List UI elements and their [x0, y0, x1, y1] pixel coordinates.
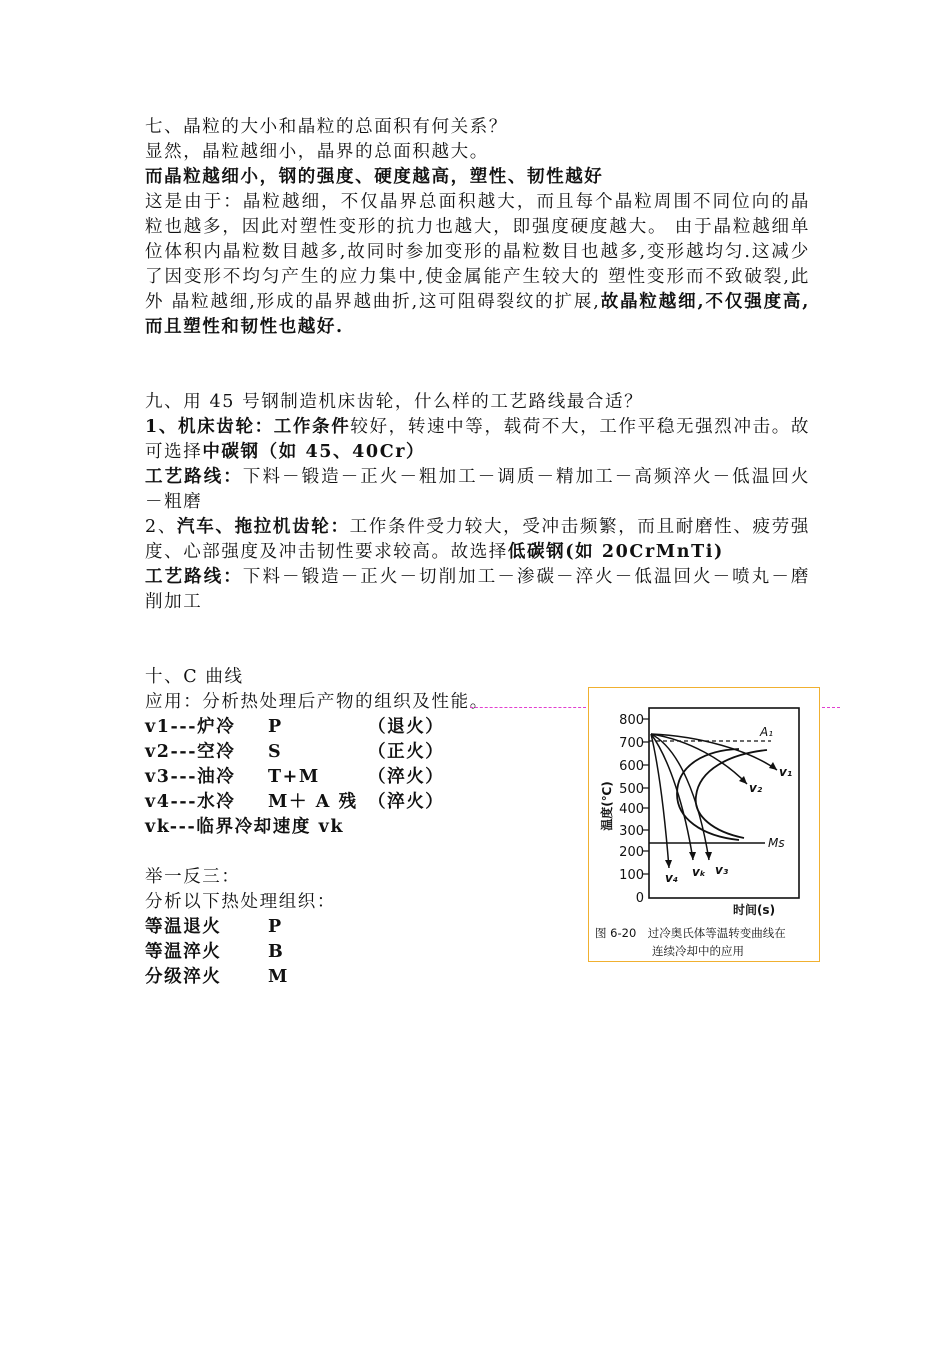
- example-row-1: [145, 915, 283, 940]
- sec7-paragraph: [145, 190, 810, 340]
- curve-arrows: [665, 762, 777, 868]
- cooling-curve-v4: [651, 734, 669, 868]
- ytick-100: 100: [619, 868, 644, 883]
- sec7-line2: 而晶粒越细小，钢的强度、硬度越高，塑性、韧性越好: [145, 167, 604, 187]
- caption-line-1: 图 6-20 过冷奥氏体等温转变曲线在: [595, 926, 786, 940]
- sec9-route2-label: 工艺路线：: [145, 567, 243, 587]
- treatment: （正火）: [368, 742, 445, 762]
- sec9-p1-bold2: 中碳钢（如 45、40Cr）: [202, 442, 426, 462]
- cooling-row-2: [145, 740, 444, 765]
- figure-caption: [595, 924, 786, 960]
- sec10-title: 十、C 曲线: [145, 667, 244, 687]
- sec9-route1-label: 工艺路线：: [145, 467, 243, 487]
- sec9-p2-pre: 2、: [145, 517, 178, 537]
- treatment: （淬火）: [368, 792, 445, 812]
- sec9-p2-bold: 汽车、拖拉机齿轮：: [177, 517, 350, 537]
- arrow-v4: [665, 860, 672, 868]
- ytick-700: 700: [619, 736, 644, 751]
- structure: S: [268, 742, 283, 762]
- sec9-p1-bold: 1、机床齿轮：工作条件: [145, 417, 351, 437]
- structure: P: [268, 717, 283, 737]
- ytick-400: 400: [619, 802, 644, 817]
- y-tick-labels: [619, 713, 644, 906]
- sec9-title: 九、用 45 号钢制造机床齿轮，什么样的工艺路线最合适？: [145, 392, 644, 412]
- example-subtitle: 分析以下热处理组织：: [145, 892, 336, 912]
- sec9-route2: [145, 565, 810, 615]
- x-axis-label: 时间(s): [732, 903, 776, 917]
- sec9-p2: [145, 515, 810, 565]
- ytick-200: 200: [619, 845, 644, 860]
- process: 分级淬火: [145, 967, 222, 987]
- sec7-para-b: 故晶粒越细,不仅强度高,而且塑性和韧性也越好.: [145, 292, 810, 337]
- cooling-row-3: [145, 765, 444, 790]
- critical-cooling-rate: vk---临界冷却速度 vk: [145, 817, 345, 837]
- cooling-curve-v3: [651, 734, 709, 860]
- y-axis-label: 温度(℃): [600, 781, 614, 831]
- sec9-route1: [145, 465, 810, 515]
- sec7-line1: 显然，晶粒越细小，晶界的总面积越大。: [145, 142, 489, 162]
- cooling-row-1: [145, 715, 444, 740]
- treatment: （淬火）: [368, 767, 445, 787]
- structure: B: [268, 942, 285, 962]
- ttt-figure: [588, 687, 820, 962]
- sec9-p2-bold2: 低碳钢(如 20CrMnTi): [507, 542, 724, 562]
- sec9-p1-text: 较好，转速中等，载荷不大，工作平稳无强烈冲击。故可选择: [145, 417, 810, 462]
- cooling-rate: v1---炉冷: [145, 717, 236, 737]
- ytick-800: 800: [619, 713, 644, 728]
- ytick-600: 600: [619, 759, 644, 774]
- dashed-line-right: [822, 707, 840, 708]
- ytick-300: 300: [619, 824, 644, 839]
- dashed-line-left: [470, 707, 586, 708]
- label-v1: v₁: [779, 765, 793, 779]
- process: 等温淬火: [145, 942, 222, 962]
- arrow-vk: [689, 852, 696, 860]
- label-v2: v₂: [749, 781, 763, 795]
- example-title: 举一反三：: [145, 867, 241, 887]
- sec9-p2-text: 工作条件受力较大，受冲击频繁，而且耐磨性、疲劳强度、心部强度及冲击韧性要求较高。故选择: [145, 517, 810, 562]
- cooling-rate: v4---水冷: [145, 792, 236, 812]
- structure: P: [268, 917, 283, 937]
- process: 等温退火: [145, 917, 222, 937]
- cooling-rate: v2---空冷: [145, 742, 236, 762]
- sec7-title: 七、晶粒的大小和晶粒的总面积有何关系？: [145, 117, 508, 137]
- example-row-2: [145, 940, 284, 965]
- structure: M＋ A 残: [268, 792, 358, 812]
- ttt-diagram: [589, 688, 819, 924]
- sec10-application: 应用：分析热处理后产物的组织及性能。: [145, 692, 489, 712]
- ms-label: Ms: [768, 836, 785, 850]
- sec9-route1-text: 下料－锻造－正火－粗加工－调质－精加工－高频淬火－低温回火－粗磨: [145, 467, 811, 512]
- ytick-500: 500: [619, 782, 644, 797]
- structure: T+M: [268, 767, 320, 787]
- caption-line-2: 连续冷却中的应用: [652, 944, 744, 958]
- treatment: （退火）: [368, 717, 445, 737]
- arrow-v3: [705, 852, 712, 860]
- cooling-row-4: [145, 790, 444, 815]
- label-vk: vₖ: [692, 865, 706, 879]
- example-row-3: [145, 965, 289, 990]
- sec7-para-a: 这是由于：晶粒越细，不仅晶界总面积越大，而且每个晶粒周围不同位向的晶粒也越多，因此对塑性变形的抗力也越大，即强度硬度越大。 由于晶粒越细单位体积内晶粒数目越多,故同时参加变形的晶粒数目也越多,变形越均匀.这减少了因变形不均匀产生的应力集中,使金属能产生较大的 塑性变形而不致破裂,此外 晶粒越细,形成的晶界越曲折,这可阻碍裂纹的扩展,: [145, 192, 810, 312]
- ytick-0: 0: [635, 891, 644, 906]
- sec9-route2-text: 下料－锻造－正火－切削加工－渗碳－淬火－低温回火－喷丸－磨削加工: [145, 567, 811, 612]
- label-v3: v₃: [715, 863, 729, 877]
- cooling-rate: v3---油冷: [145, 767, 236, 787]
- structure: M: [268, 967, 289, 987]
- sec9-p1: [145, 415, 810, 465]
- a1-label: A₁: [760, 725, 774, 739]
- label-v4: v₄: [665, 871, 679, 885]
